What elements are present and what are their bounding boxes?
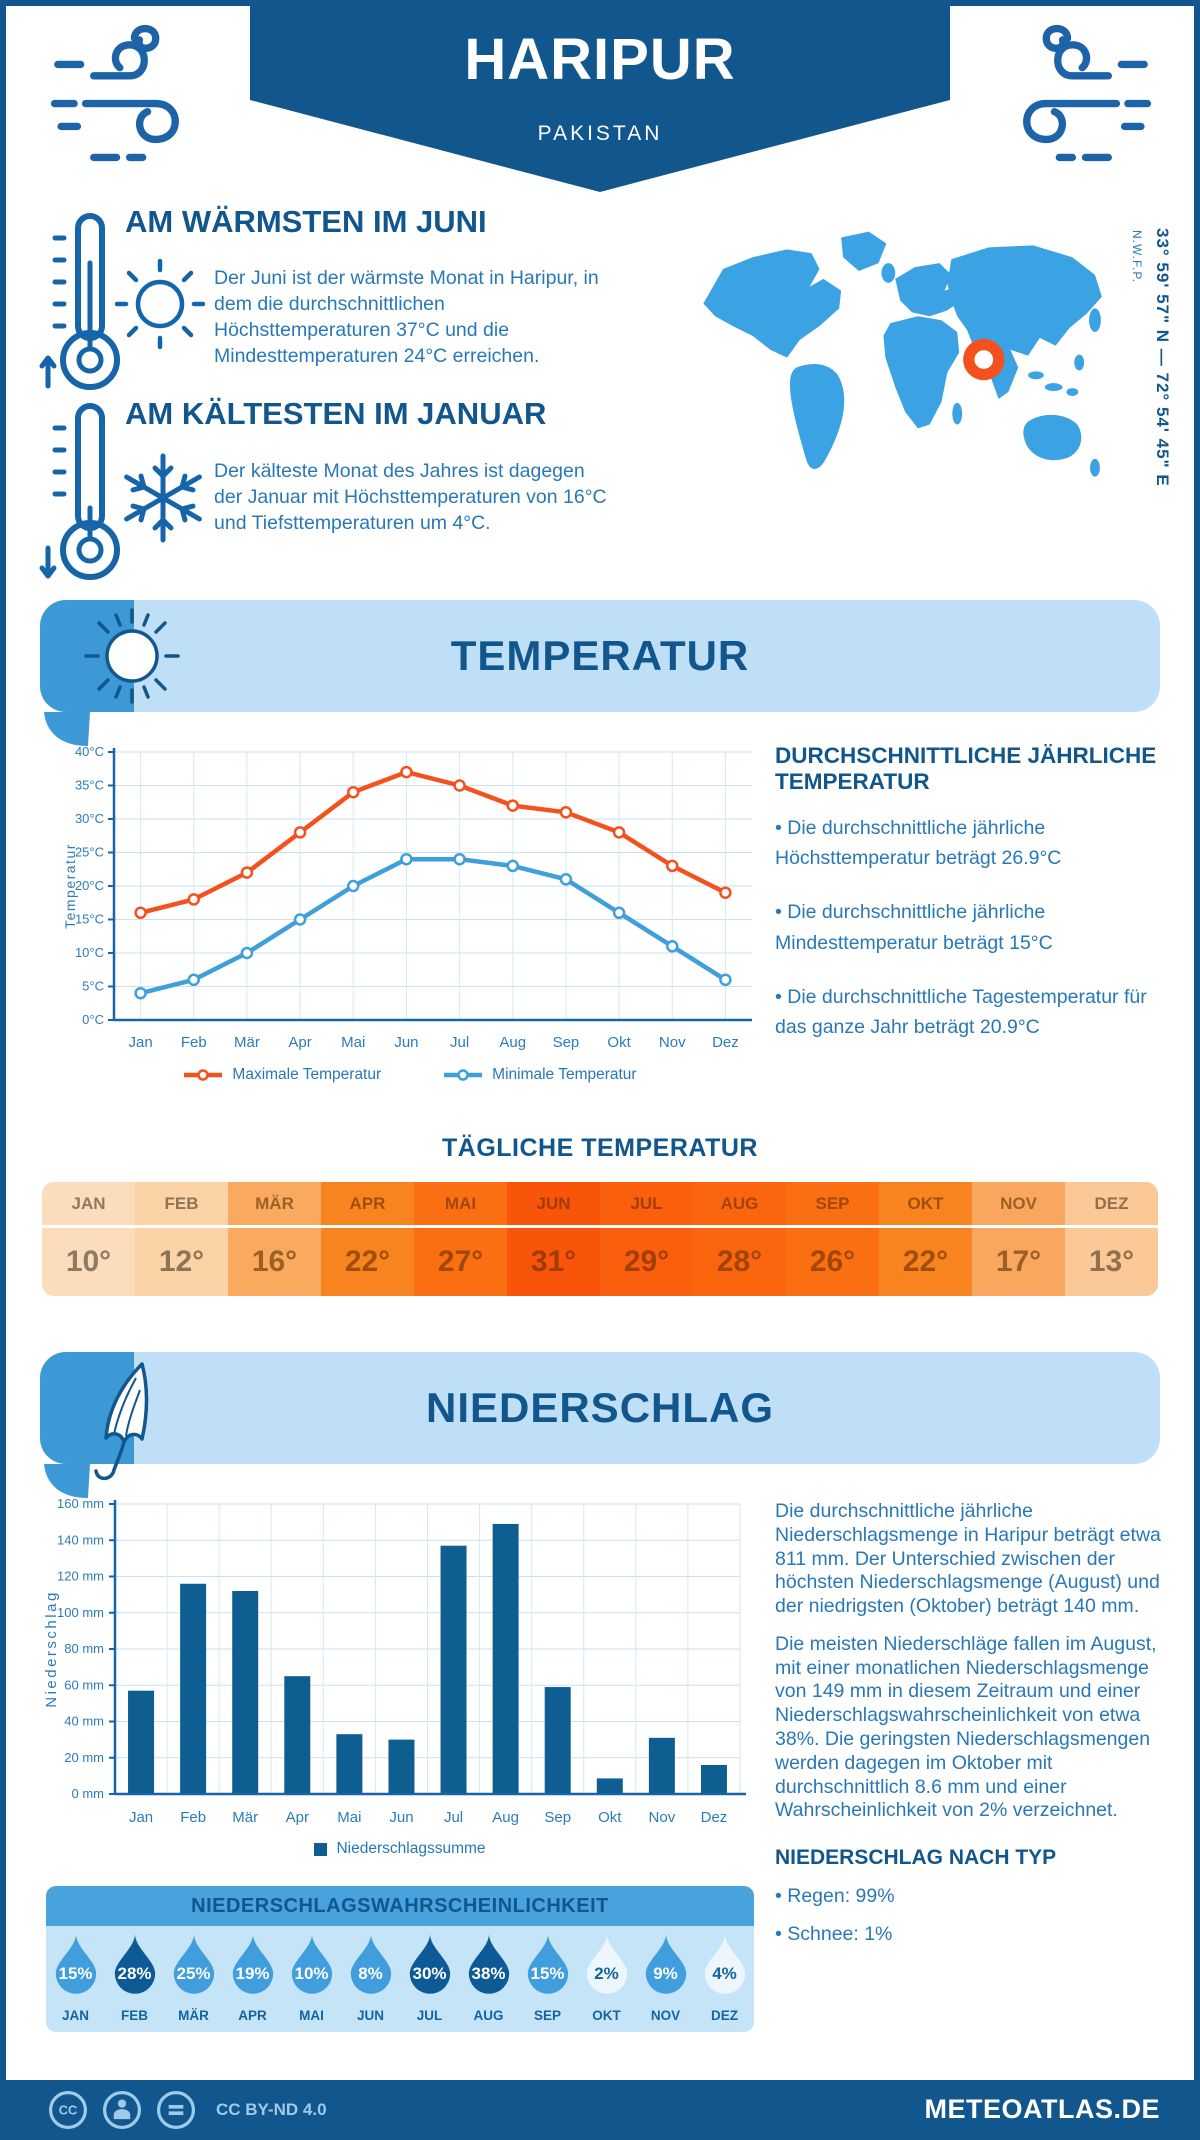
svg-text:5°C: 5°C: [82, 978, 104, 994]
precipitation-paragraph: Die durchschnittliche jährliche Niederschlagsmenge in Haripur beträgt etwa 811 mm. Der Unterschied zwischen der höchsten Niederschlagsmenge (August) und der niedrigsten (Oktober) beträgt 140 mm.: [775, 1500, 1161, 1618]
daily-temp-value: 17°: [995, 1245, 1042, 1278]
svg-text:Mär: Mär: [233, 1034, 260, 1051]
svg-text:Sep: Sep: [552, 1034, 580, 1051]
svg-text:120 mm: 120 mm: [57, 1568, 104, 1584]
daily-temp-cell-AUG: [693, 1182, 786, 1296]
wind-icon: [975, 22, 1160, 177]
temperature-section-banner: [40, 600, 1160, 712]
legend-item: Niederschlagssumme: [314, 1840, 485, 1858]
droplet-percentage: 38%: [471, 1964, 506, 1983]
probability-droplet-AUG: [459, 1926, 518, 2032]
precipitation-bar-chart: [40, 1490, 760, 1830]
brand-label: METEOATLAS.DE: [924, 2094, 1160, 2124]
probability-droplet-MAI: [282, 1926, 341, 2032]
license-label: CC BY-ND 4.0: [216, 2100, 327, 2119]
droplet-month: JUL: [416, 2008, 443, 2023]
bar-Jun: [388, 1740, 414, 1794]
droplet-month: NOV: [650, 2008, 681, 2023]
svg-text:20 mm: 20 mm: [64, 1749, 104, 1765]
region-label: N.W.F.P.: [1130, 230, 1144, 284]
daily-temp-cell-NOV: [972, 1182, 1065, 1296]
svg-text:Temperatur: Temperatur: [62, 843, 78, 929]
daily-temp-month: AUG: [693, 1182, 786, 1228]
temperature-line-chart: [60, 742, 760, 1054]
world-map: [690, 210, 1130, 515]
probability-droplet-SEP: [518, 1926, 577, 2032]
bar-Feb: [180, 1584, 206, 1794]
daily-temp-cell-MÄR: [228, 1182, 321, 1296]
probability-droplet-NOV: [636, 1926, 695, 2032]
bar-Sep: [545, 1687, 571, 1794]
svg-text:Jun: Jun: [394, 1034, 419, 1051]
bar-Aug: [493, 1524, 519, 1794]
wind-icon: [42, 22, 227, 177]
bar-Okt: [597, 1778, 623, 1794]
svg-text:Dez: Dez: [712, 1034, 739, 1051]
warmest-title: AM WÄRMSTEN IM JUNI: [125, 204, 487, 239]
droplet-icon: [641, 1932, 691, 1994]
droplet-month: FEB: [121, 2008, 148, 2023]
svg-text:60 mm: 60 mm: [64, 1677, 104, 1693]
droplet-icon: [51, 1932, 101, 1994]
daily-temp-value: 13°: [1088, 1245, 1135, 1278]
svg-text:Mär: Mär: [232, 1809, 259, 1826]
droplet-percentage: 2%: [594, 1964, 619, 1983]
droplet-percentage: 4%: [712, 1964, 737, 1983]
droplet-percentage: 10%: [294, 1964, 329, 1983]
daily-temp-month: DEZ: [1065, 1182, 1158, 1228]
droplet-percentage: 28%: [117, 1964, 152, 1983]
droplet-icon: [110, 1932, 160, 1994]
daily-temp-value: 26°: [809, 1245, 856, 1278]
svg-text:140 mm: 140 mm: [57, 1532, 104, 1548]
footer-bar: [0, 2080, 1200, 2140]
daily-temp-cell-JAN: [42, 1182, 135, 1296]
droplet-icon: [346, 1932, 396, 1994]
droplet-icon: [228, 1932, 278, 1994]
temperature-chart-legend: [60, 1066, 760, 1084]
droplet-icon: [287, 1932, 337, 1994]
precipitation-section-title: NIEDERSCHLAG: [425, 1384, 775, 1431]
svg-text:Apr: Apr: [288, 1034, 312, 1051]
precipitation-section-banner: [40, 1352, 1160, 1464]
coordinates-label: 33° 59' 57" N — 72° 54' 45" E: [1153, 228, 1172, 487]
svg-text:Okt: Okt: [607, 1034, 631, 1051]
droplet-percentage: 9%: [653, 1964, 678, 1983]
precipitation-type-bullet: • Regen: 99%: [775, 1884, 895, 1907]
probability-droplet-JUL: [400, 1926, 459, 2032]
svg-text:20°C: 20°C: [74, 878, 104, 893]
page-subtitle: PAKISTAN: [537, 122, 663, 145]
header-banner: [250, 0, 950, 145]
bar-Jan: [128, 1691, 154, 1794]
daily-temp-cell-SEP: [786, 1182, 879, 1296]
droplet-month: JUN: [356, 2008, 384, 2023]
precipitation-type-bullet: • Schnee: 1%: [775, 1922, 893, 1945]
daily-temp-month: JUL: [600, 1182, 693, 1228]
daily-temp-cell-JUL: [600, 1182, 693, 1296]
svg-text:Feb: Feb: [180, 1809, 207, 1826]
annual-bullet: • Die durchschnittliche jährliche Mindesttemperatur beträgt 15°C: [775, 901, 1053, 954]
precipitation-probability-panel: [46, 1886, 754, 2032]
droplet-month: MAI: [299, 2008, 324, 2023]
svg-text:100 mm: 100 mm: [57, 1604, 104, 1620]
warmest-text: Der Juni ist der wärmste Monat in Haripur, in dem die durchschnittlichen Höchsttemperaturen 37°C und die Mindesttemperaturen 24°C erreichen.: [214, 267, 599, 368]
svg-text:Feb: Feb: [180, 1034, 207, 1051]
droplet-icon: [523, 1932, 573, 1994]
precipitation-paragraph: Die meisten Niederschläge fallen im August, mit einer monatlichen Niederschlagsmenge von 149 mm in diesem Zeitraum und einer Niederschlagswahrscheinlichkeit von etwa 38%. Die geringsten Niederschlagsmengen werden dagegen im Oktober mit durchschnittlich 8.6 mm und einer Wahrscheinlichkeit von 2% verzeichnet.: [775, 1632, 1157, 1822]
svg-text:10°C: 10°C: [74, 945, 104, 960]
license-row: [46, 2088, 327, 2132]
precipitation-type-title: NIEDERSCHLAG NACH TYP: [775, 1846, 1057, 1870]
svg-text:40°C: 40°C: [74, 744, 104, 759]
daily-temp-month: JAN: [42, 1182, 135, 1228]
droplet-percentage: 15%: [530, 1964, 565, 1983]
cc-icon: [46, 2088, 90, 2132]
probability-droplet-OKT: [577, 1926, 636, 2032]
droplet-percentage: 8%: [358, 1964, 383, 1983]
daily-temp-value: 10°: [65, 1245, 112, 1278]
daily-temp-cell-OKT: [879, 1182, 972, 1296]
legend-item: Minimale Temperatur: [443, 1066, 636, 1084]
svg-text:40 mm: 40 mm: [64, 1713, 104, 1729]
daily-temp-value: 16°: [251, 1245, 298, 1278]
svg-text:Jan: Jan: [128, 1034, 153, 1051]
page-border-left: [0, 0, 6, 2140]
daily-temp-cell-MAI: [414, 1182, 507, 1296]
droplet-month: MÄR: [178, 2008, 209, 2023]
temperature-section-title: TEMPERATUR: [450, 632, 750, 679]
page-border-right: [1194, 0, 1200, 2140]
daily-temp-cell-FEB: [135, 1182, 228, 1296]
svg-text:160 mm: 160 mm: [57, 1496, 104, 1511]
page-title: HARIPUR: [464, 27, 736, 92]
attribution-icon: [100, 2088, 144, 2132]
svg-text:Nov: Nov: [648, 1809, 676, 1826]
probability-droplet-MÄR: [164, 1926, 223, 2032]
bar-Mär: [232, 1591, 258, 1794]
probability-droplets: [46, 1926, 754, 2032]
svg-text:Nov: Nov: [658, 1034, 686, 1051]
daily-temperature-title: TÄGLICHE TEMPERATUR: [442, 1134, 758, 1162]
daily-temp-cell-DEZ: [1065, 1182, 1158, 1296]
svg-text:Okt: Okt: [598, 1809, 622, 1826]
svg-text:Aug: Aug: [499, 1034, 527, 1051]
daily-temp-month: SEP: [786, 1182, 879, 1228]
svg-text:Niederschlag: Niederschlag: [43, 1590, 60, 1708]
bar-Dez: [701, 1765, 727, 1794]
sun-icon: [112, 252, 208, 352]
droplet-icon: [582, 1932, 632, 1994]
bar-Jul: [441, 1546, 467, 1794]
probability-droplet-FEB: [105, 1926, 164, 2032]
svg-text:Sep: Sep: [544, 1809, 572, 1826]
droplet-percentage: 19%: [235, 1964, 270, 1983]
daily-temp-month: MÄR: [228, 1182, 321, 1228]
droplet-percentage: 30%: [412, 1964, 447, 1983]
precipitation-chart-legend: [40, 1840, 760, 1858]
svg-text:15°C: 15°C: [74, 911, 104, 927]
daily-temp-cell-JUN: [507, 1182, 600, 1296]
svg-text:Apr: Apr: [285, 1809, 309, 1826]
svg-text:Mai: Mai: [337, 1809, 362, 1826]
svg-text:Dez: Dez: [700, 1809, 728, 1826]
daily-temp-value: 22°: [344, 1245, 391, 1278]
legend-item: Maximale Temperatur: [183, 1066, 381, 1084]
droplet-month: OKT: [592, 2008, 621, 2023]
daily-temp-value: 29°: [623, 1245, 670, 1278]
droplet-month: JAN: [61, 2008, 89, 2023]
svg-text:Mai: Mai: [341, 1034, 366, 1051]
daily-temp-value: 28°: [716, 1245, 763, 1278]
daily-temp-value: 12°: [158, 1245, 205, 1278]
umbrella-icon: [80, 1358, 190, 1498]
svg-text:35°C: 35°C: [74, 777, 104, 793]
daily-temp-month: MAI: [414, 1182, 507, 1228]
annual-temperature-bullets: [775, 813, 1167, 1050]
droplet-percentage: 25%: [176, 1964, 211, 1983]
droplet-month: APR: [238, 2008, 267, 2023]
daily-temp-month: FEB: [135, 1182, 228, 1228]
svg-text:25°C: 25°C: [74, 844, 104, 860]
droplet-icon: [700, 1932, 750, 1994]
svg-text:Aug: Aug: [492, 1809, 519, 1826]
precipitation-text: [775, 1500, 1167, 1957]
probability-droplet-DEZ: [695, 1926, 754, 2032]
annual-bullet: • Die durchschnittliche jährliche Höchsttemperatur beträgt 26.9°C: [775, 817, 1062, 870]
droplet-month: SEP: [533, 2008, 561, 2023]
droplet-icon: [464, 1932, 514, 1994]
line-series: [141, 772, 726, 913]
precipitation-probability-title: NIEDERSCHLAGSWAHRSCHEINLICHKEIT: [46, 1886, 754, 1926]
svg-text:Jul: Jul: [449, 1034, 470, 1051]
svg-text:Jul: Jul: [443, 1809, 464, 1826]
svg-text:CC: CC: [58, 2102, 78, 2118]
svg-text:30°C: 30°C: [74, 811, 104, 826]
annual-bullet: • Die durchschnittliche Tagestemperatur für das ganze Jahr beträgt 20.9°C: [775, 985, 1147, 1039]
svg-text:0 mm: 0 mm: [71, 1786, 104, 1801]
svg-text:Jan: Jan: [128, 1809, 154, 1826]
bar-Mai: [336, 1734, 362, 1794]
droplet-month: AUG: [473, 2008, 504, 2023]
svg-text:80 mm: 80 mm: [64, 1641, 104, 1656]
daily-temp-value: 27°: [437, 1245, 484, 1278]
daily-temp-month: APR: [321, 1182, 414, 1228]
no-derivatives-icon: [154, 2088, 198, 2132]
snowflake-icon: [118, 448, 208, 548]
probability-droplet-JUN: [341, 1926, 400, 2032]
droplet-month: DEZ: [711, 2008, 738, 2023]
daily-temp-month: JUN: [507, 1182, 600, 1228]
daily-temp-cell-APR: [321, 1182, 414, 1296]
droplet-percentage: 15%: [58, 1964, 93, 1983]
location-marker-icon: [963, 339, 1004, 380]
sun-icon: [78, 602, 186, 710]
line-series: [141, 859, 726, 993]
annual-temperature-title: DURCHSCHNITTLICHE JÄHRLICHE TEMPERATUR: [775, 743, 1157, 794]
droplet-icon: [169, 1932, 219, 1994]
daily-temp-month: NOV: [972, 1182, 1065, 1228]
daily-temp-month: OKT: [879, 1182, 972, 1228]
svg-text:0°C: 0°C: [82, 1012, 104, 1027]
probability-droplet-APR: [223, 1926, 282, 2032]
daily-temperature-table: [42, 1182, 1158, 1296]
droplet-icon: [405, 1932, 455, 1994]
bar-Nov: [649, 1738, 675, 1794]
svg-text:Jun: Jun: [389, 1809, 414, 1826]
coldest-text: Der kälteste Monat des Jahres ist dagegen der Januar mit Höchsttemperaturen von 16°C und Tiefsttemperaturen um 4°C.: [214, 460, 607, 535]
coldest-title: AM KÄLTESTEN IM JANUAR: [125, 396, 547, 431]
daily-temp-value: 22°: [902, 1245, 949, 1278]
daily-temp-value: 31°: [530, 1245, 577, 1278]
probability-droplet-JAN: [46, 1926, 105, 2032]
bar-Apr: [284, 1676, 310, 1794]
